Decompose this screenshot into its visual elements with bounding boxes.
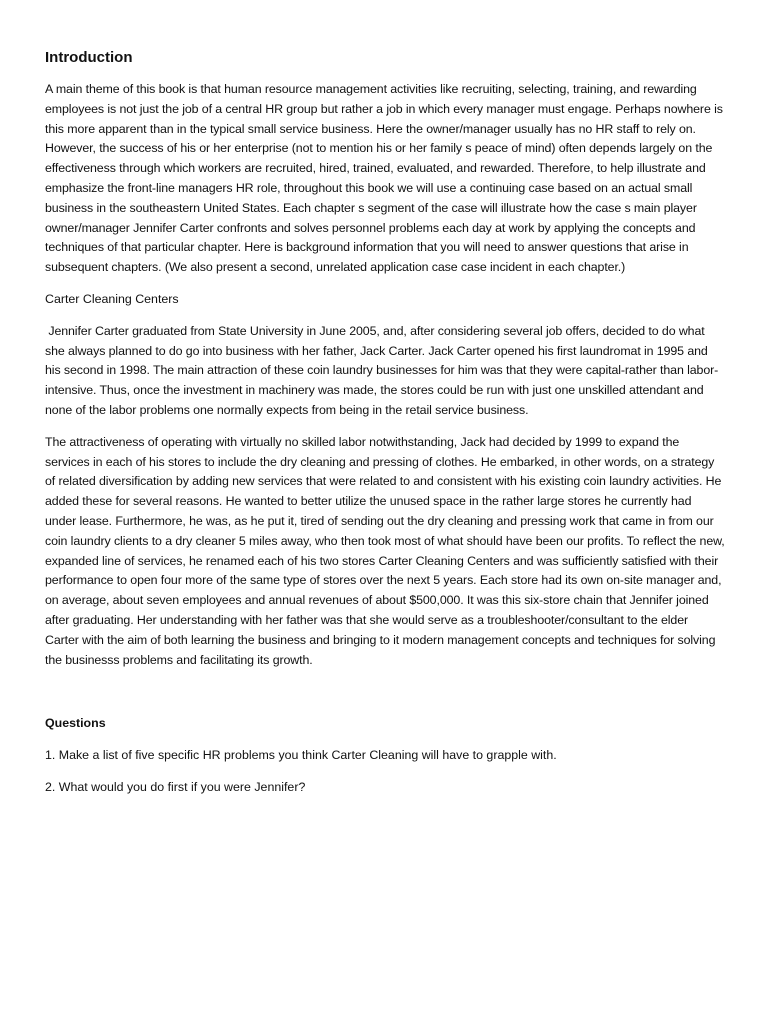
intro-paragraph: A main theme of this book is that human resource management activities like recruiting, selecting, training, and rewarding employees is not just the job of a central HR group but rather a job in which every manager must engage. Perhaps nowhere is this more apparent than in the typical small service business. Here the owner/manager usually has no HR staff to rely on. However, the success of his or her enterprise (not to mention his or her family s peace of mind) often depends largely on the effectiveness through which workers are recruited, hired, trained, evaluated, and rewarded. Therefore, to help illustrate and emphasize the front-line managers HR role, throughout this book we will use a continuing case based on an actual small business in the southeastern United States. Each chapter s segment of the case will illustrate how the case s main player owner/manager Jennifer Carter confronts and solves personnel problems each day at work by applying the concepts and techniques of that particular chapter. Here is background information that you will need to answer questions that arise in subsequent chapters. (We also present a second, unrelated application case case incident in each chapter.) (45, 82, 723, 275)
question-item: 1. Make a list of five specific HR problems you think Carter Cleaning will have to grapple with. (45, 748, 557, 763)
carter-paragraph-2: The attractiveness of operating with virtually no skilled labor notwithstanding, Jack had decided by 1999 to expand the services in each of his stores to include the dry cleaning and pressing of clothes. He embarked, in other words, on a strategy of related diversification by adding new services that were related to and consistent with his existing coin laundry activities. He added these for several reasons. He wanted to better utilize the unused space in the rather large stores he currently had under lease. Furthermore, he was, as he put it, tired of sending out the dry cleaning and pressing work that came in from our coin laundry clients to a dry cleaner 5 miles away, who then took most of what should have been our profits. To reflect the new, expanded line of services, he renamed each of his two stores Carter Cleaning Centers and was sufficiently satisfied with their performance to open four more of the same type of stores over the next 5 years. Each store had its own on-site manager and, on average, about seven employees and annual revenues of about $500,000. It was this six-store chain that Jennifer joined after graduating. Her understanding with her father was that she would serve as a troubleshooter/consultant to the elder Carter with the aim of both learning the business and bringing to it modern management concepts and techniques for solving the businesss problems and facilitating its growth. (45, 434, 725, 667)
page-title: Introduction (45, 49, 133, 66)
section-heading: Carter Cleaning Centers (45, 291, 179, 306)
document-page (45, 48, 725, 810)
questions-heading: Questions (45, 716, 106, 731)
carter-paragraph-1: Jennifer Carter graduated from State University in June 2005, and, after considering several job offers, decided to do what she always planned to do go into business with her father, Jack Carter. Jack Carter opened his first laundromat in 1995 and his second in 1998. The main attraction of these coin laundry businesses for him was that they were capital-rather than labor-intensive. Thus, once the investment in machinery was made, the stores could be run with just one unskilled attendant and none of the labor problems one normally expects from being in the retail service business. (45, 323, 719, 417)
question-item: 2. What would you do first if you were Jennifer? (45, 779, 306, 794)
